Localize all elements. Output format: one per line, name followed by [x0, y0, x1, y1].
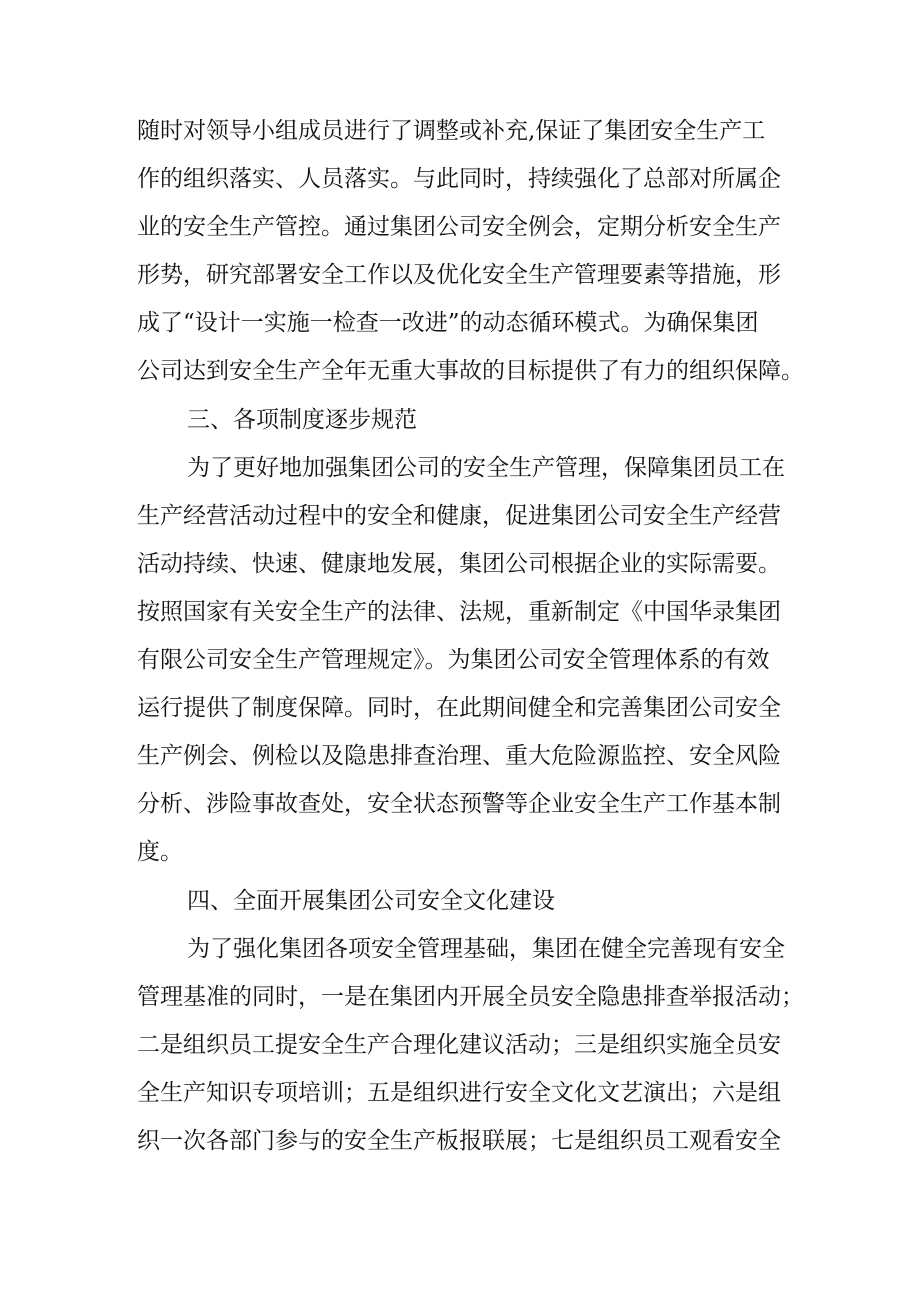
text-line: 为了更好地加强集团公司的安全生产管理，保障集团员工在: [187, 455, 785, 481]
text-line: 公司达到安全生产全年无重大事故的目标提供了有力的组织保障。: [137, 358, 804, 384]
text-line: 业的安全生产管控。通过集团公司安全例会，定期分析安全生产: [137, 214, 781, 240]
text-line: 管理基准的同时，一是在集团内开展全员安全隐患排查举报活动；: [137, 984, 804, 1010]
text-line: 成了“设计一实施一检查一改进”的动态循环模式。为确保集团: [137, 310, 759, 336]
text-line: 生产例会、例检以及隐患排查治理、重大危险源监控、安全风险: [137, 743, 781, 769]
text-line: 作的组织落实、人员落实。与此同时，持续强化了总部对所属企: [137, 166, 781, 192]
text-line: 二是组织员工提安全生产合理化建议活动；三是组织实施全员安: [137, 1032, 781, 1058]
text-line: 随时对领导小组成员进行了调整或补充,保证了集团安全生产工: [137, 118, 766, 144]
text-line: 分析、涉险事故查处，安全状态预警等企业安全生产工作基本制: [137, 791, 781, 817]
section-heading: 四、全面开展集团公司安全文化建设: [187, 888, 555, 914]
text-line: 为了强化集团各项安全管理基础，集团在健全完善现有安全: [187, 936, 785, 962]
text-line: 活动持续、快速、健康地发展，集团公司根据企业的实际需要。: [137, 551, 781, 577]
text-line: 度。: [137, 839, 183, 865]
text-line: 生产经营活动过程中的安全和健康，促进集团公司安全生产经营: [137, 503, 781, 529]
text-line: 全生产知识专项培训；五是组织进行安全文化文艺演出；六是组: [137, 1080, 781, 1106]
text-line: 运行提供了制度保障。同时，在此期间健全和完善集团公司安全: [137, 695, 781, 721]
text-line: 按照国家有关安全生产的法律、法规，重新制定《中国华录集团: [137, 599, 781, 625]
text-line: 有限公司安全生产管理规定》。为集团公司安全管理体系的有效: [137, 647, 770, 673]
text-line: 织一次各部门参与的安全生产板报联展；七是组织员工观看安全: [137, 1128, 781, 1154]
text-line: 形势，研究部署安全工作以及优化安全生产管理要素等措施，形: [137, 262, 781, 288]
section-heading: 三、各项制度逐步规范: [187, 407, 417, 433]
